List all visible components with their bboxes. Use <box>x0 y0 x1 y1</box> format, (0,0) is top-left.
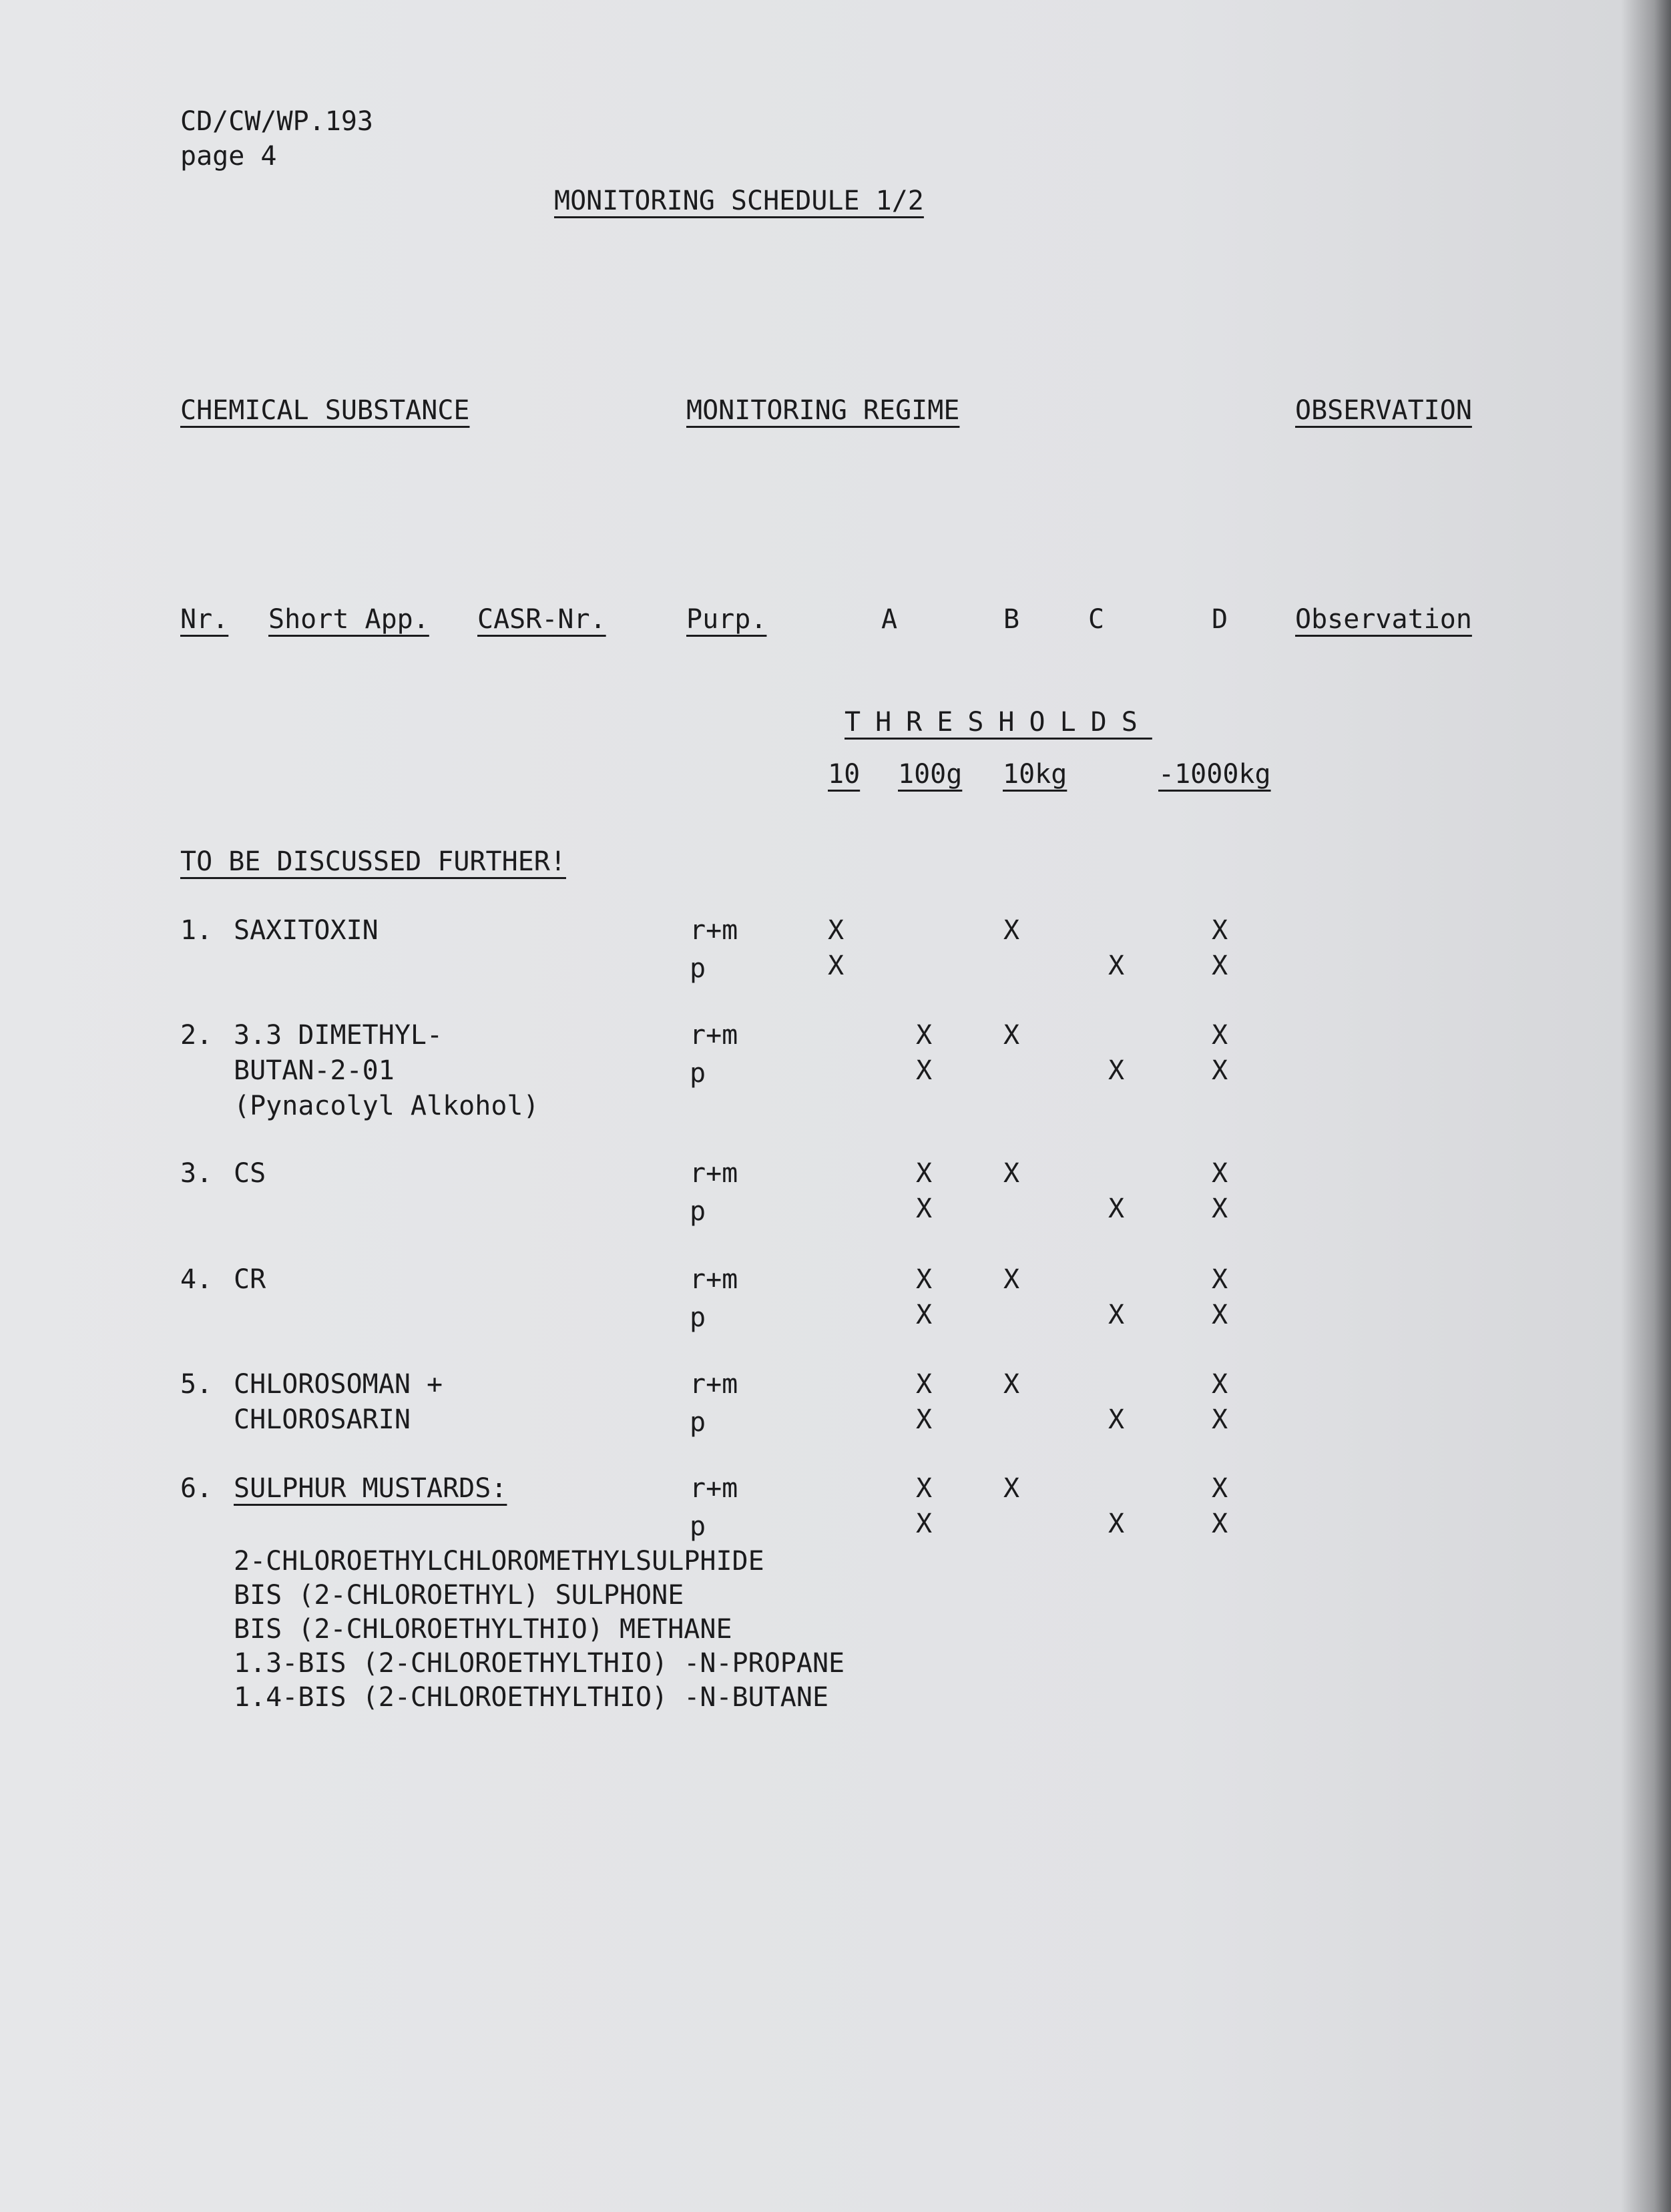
purpose-value: p <box>690 1196 706 1227</box>
mark-c: X <box>1003 1158 1020 1189</box>
mark-d: X <box>1108 1055 1125 1086</box>
threshold-value-100g: 100g <box>898 759 963 790</box>
mark-e: X <box>1212 1193 1228 1224</box>
mark-e: X <box>1212 950 1228 981</box>
threshold-value-10: 10 <box>828 759 861 790</box>
section-observation: OBSERVATION <box>1295 395 1472 426</box>
column-header-a: A <box>881 604 898 635</box>
mark-c: X <box>1003 1020 1020 1051</box>
mark-d: X <box>1108 950 1125 981</box>
sulphur-list-item: 1.3-BIS (2-CHLOROETHYLTHIO) -N-PROPANE <box>234 1648 845 1679</box>
mark-d: X <box>1108 1508 1125 1539</box>
entry-number: 3. <box>180 1158 213 1189</box>
purpose-value: r+m <box>690 1020 738 1051</box>
mark-b: X <box>916 1404 933 1435</box>
mark-b: X <box>916 1055 933 1086</box>
page-label: page 4 <box>180 141 277 172</box>
substance-name: BUTAN-2-01 <box>234 1055 395 1086</box>
mark-e: X <box>1212 1369 1228 1400</box>
substance-name: 3.3 DIMETHYL- <box>234 1020 443 1051</box>
column-header-casr-nr: CASR-Nr. <box>477 604 606 635</box>
entry-number: 4. <box>180 1264 213 1295</box>
entry-number: 1. <box>180 915 213 946</box>
mark-a: X <box>828 950 845 981</box>
mark-d: X <box>1108 1300 1125 1330</box>
doc-reference: CD/CW/WP.193 <box>180 106 373 137</box>
section-chemical-substance: CHEMICAL SUBSTANCE <box>180 395 470 426</box>
mark-d: X <box>1108 1193 1125 1224</box>
mark-b: X <box>916 1158 933 1189</box>
purpose-value: r+m <box>690 1473 738 1504</box>
mark-b: X <box>916 1020 933 1051</box>
mark-e: X <box>1212 1508 1228 1539</box>
entry-number: 6. <box>180 1473 213 1504</box>
purpose-value: p <box>690 1302 706 1333</box>
sulphur-list-item: 2-CHLOROETHYLCHLOROMETHYLSULPHIDE <box>234 1546 764 1577</box>
entry-number: 2. <box>180 1020 213 1051</box>
mark-c: X <box>1003 1264 1020 1295</box>
column-header-b: B <box>1003 604 1020 635</box>
column-header-d: D <box>1212 604 1228 635</box>
mark-c: X <box>1003 1369 1020 1400</box>
mark-e: X <box>1212 1473 1228 1504</box>
purpose-value: r+m <box>690 1264 738 1295</box>
substance-name: CR <box>234 1264 266 1295</box>
substance-name: SAXITOXIN <box>234 915 379 946</box>
purpose-value: p <box>690 1511 706 1542</box>
mark-b: X <box>916 1193 933 1224</box>
mark-e: X <box>1212 1158 1228 1189</box>
column-header-short-app: Short App. <box>268 604 429 635</box>
purpose-value: r+m <box>690 1369 738 1400</box>
mark-e: X <box>1212 1020 1228 1051</box>
sulphur-list-item: BIS (2-CHLOROETHYL) SULPHONE <box>234 1580 684 1611</box>
mark-a: X <box>828 915 845 946</box>
column-header-purp: Purp. <box>686 604 767 635</box>
purpose-value: p <box>690 1407 706 1438</box>
purpose-value: p <box>690 1058 706 1089</box>
sulphur-list-item: BIS (2-CHLOROETHYLTHIO) METHANE <box>234 1614 732 1645</box>
discuss-further-note: TO BE DISCUSSED FURTHER! <box>180 846 566 877</box>
mark-e: X <box>1212 1264 1228 1295</box>
purpose-value: r+m <box>690 915 738 946</box>
mark-e: X <box>1212 1300 1228 1330</box>
threshold-value-1000kg: -1000kg <box>1158 759 1271 790</box>
mark-e: X <box>1212 1404 1228 1435</box>
mark-b: X <box>916 1300 933 1330</box>
purpose-value: r+m <box>690 1158 738 1189</box>
entry-number: 5. <box>180 1369 213 1400</box>
purpose-value: p <box>690 953 706 984</box>
mark-c: X <box>1003 915 1020 946</box>
mark-d: X <box>1108 1404 1125 1435</box>
mark-b: X <box>916 1264 933 1295</box>
substance-name: CS <box>234 1158 266 1189</box>
mark-b: X <box>916 1508 933 1539</box>
substance-name: CHLOROSOMAN + <box>234 1369 443 1400</box>
mark-b: X <box>916 1473 933 1504</box>
column-header-observation: Observation <box>1295 604 1472 635</box>
substance-name: CHLOROSARIN <box>234 1404 411 1435</box>
thresholds-heading: THRESHOLDS <box>845 707 1152 738</box>
section-monitoring-regime: MONITORING REGIME <box>686 395 960 426</box>
mark-e: X <box>1212 915 1228 946</box>
mark-c: X <box>1003 1473 1020 1504</box>
column-header-nr: Nr. <box>180 604 229 635</box>
substance-name: (Pynacolyl Alkohol) <box>234 1091 539 1121</box>
column-header-c: C <box>1088 604 1105 635</box>
sulphur-list-item: 1.4-BIS (2-CHLOROETHYLTHIO) -N-BUTANE <box>234 1682 829 1713</box>
document-title: MONITORING SCHEDULE 1/2 <box>554 186 924 216</box>
threshold-value-10kg: 10kg <box>1003 759 1067 790</box>
substance-name: SULPHUR MUSTARDS: <box>234 1473 507 1504</box>
mark-b: X <box>916 1369 933 1400</box>
mark-e: X <box>1212 1055 1228 1086</box>
